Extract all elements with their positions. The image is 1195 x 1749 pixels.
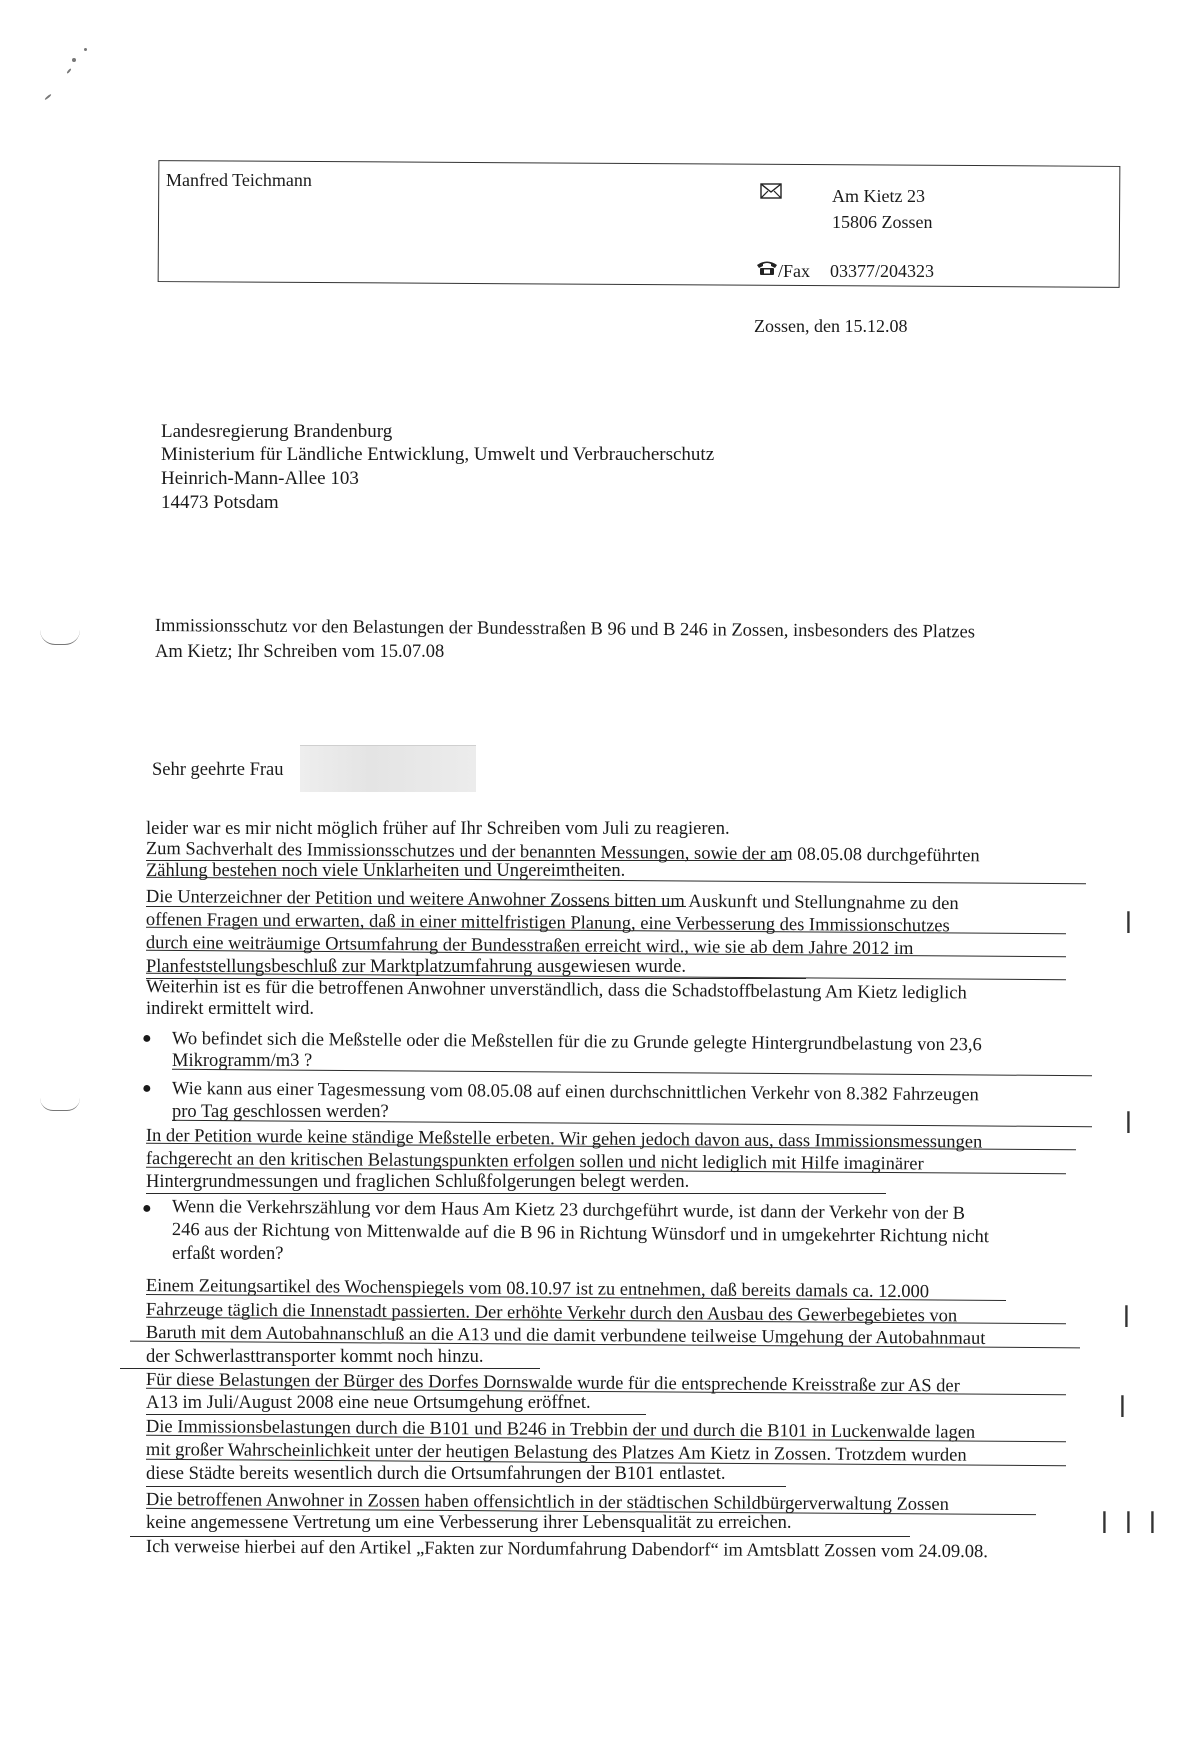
recipient-line-1: Landesregierung Brandenburg bbox=[161, 421, 393, 442]
subject-line-1: Immissionsschutz vor den Belastungen der Bundesstraßen B 96 und B 246 in Zossen, insbesonders des Platzes bbox=[154, 615, 976, 643]
punch-hole-mark bbox=[40, 630, 80, 645]
envelope-icon bbox=[760, 183, 782, 199]
body-line: fachgerecht an den kritischen Belastungspunkten erfolgen sollen und nicht lediglich mit Hilfe imaginärer bbox=[145, 1149, 924, 1175]
underline-stroke bbox=[146, 978, 806, 979]
body-line: erfaßt worden? bbox=[172, 1244, 284, 1264]
sender-city: 15806 Zossen bbox=[832, 212, 933, 232]
body-line: Zum Sachverhalt des Immissionsschutzes und der benannten Messungen, sowie der am 08.05.08 durchgeführten bbox=[145, 838, 980, 867]
body-line: Wo befindet sich die Meßstelle oder die Meßstellen für die zu Grunde gelegte Hintergrundbelastung von 23,6 bbox=[171, 1029, 982, 1056]
body-line: Die betroffenen Anwohner in Zossen haben offensichtlich in der städtischen Schildbürgerverwaltung Zossen bbox=[145, 1490, 949, 1515]
margin-tick-mark: ǀ bbox=[1100, 1506, 1109, 1541]
fax-label: /Fax bbox=[778, 261, 811, 281]
body-line: Hintergrundmessungen und fraglichen Schlußfolgerungen belegt werden. bbox=[146, 1172, 690, 1192]
sender-street: Am Kietz 23 bbox=[832, 186, 925, 206]
letter-date: Zossen, den 15.12.08 bbox=[754, 316, 908, 336]
margin-tick-mark: ǀ bbox=[1122, 1300, 1131, 1335]
sender-phone: 03377/204323 bbox=[830, 261, 935, 281]
body-line: indirekt ermittelt wird. bbox=[146, 999, 314, 1019]
underline-stroke bbox=[146, 1414, 646, 1415]
subject-line-2: Am Kietz; Ihr Schreiben vom 15.07.08 bbox=[155, 642, 445, 662]
body-line: pro Tag geschlossen werden? bbox=[172, 1102, 389, 1122]
bullet-icon: ● bbox=[142, 1080, 152, 1097]
body-line: Baruth mit dem Autobahnanschluß an die A13 und die damit verbundene teilweise Umgehung der Autobahnmaut bbox=[145, 1323, 986, 1349]
margin-tick-mark: ǀ bbox=[1124, 906, 1133, 941]
underline-stroke bbox=[146, 1193, 886, 1194]
body-line: A13 im Juli/August 2008 eine neue Ortsumgehung eröffnet. bbox=[146, 1393, 591, 1413]
body-line: mit großer Wahrscheinlichkeit unter der heutigen Belastung des Platzes Am Kietz in Zossen. Trotzdem wurden bbox=[145, 1440, 967, 1466]
body-line: offenen Fragen und erwarten, daß in einer mittelfristigen Planung, eine Verbesserung des Immissionschutzes bbox=[145, 909, 950, 937]
underline-stroke bbox=[120, 1368, 540, 1369]
underline-stroke bbox=[172, 1069, 1092, 1076]
underline-stroke bbox=[130, 1536, 910, 1537]
body-line: Weiterhin ist es für die betroffenen Anwohner unverständlich, dass die Schadstoffbelastung Am Kietz lediglich bbox=[145, 976, 967, 1004]
body-line: Einem Zeitungsartikel des Wochenspiegels vom 08.10.97 ist zu entnehmen, daß bereits damals ca. 12.000 bbox=[145, 1276, 930, 1303]
recipient-line-3: Heinrich-Mann-Allee 103 bbox=[161, 468, 359, 489]
scan-speck bbox=[44, 94, 51, 101]
recipient-line-4: 14473 Potsdam bbox=[161, 492, 279, 513]
bullet-icon: ● bbox=[142, 1200, 152, 1217]
body-line: diese Städte bereits wesentlich durch die Ortsumfahrungen der B101 entlastet. bbox=[146, 1464, 726, 1484]
underline-stroke bbox=[146, 1486, 786, 1487]
margin-tick-mark: ǀ bbox=[1124, 1506, 1133, 1541]
margin-tick-mark: ǀ bbox=[1124, 1106, 1133, 1141]
body-line: durch eine weiträumige Ortsumfahrung der Bundesstraßen erreicht wird., wie sie ab dem Jahre 2012 im bbox=[145, 932, 914, 960]
body-line: der Schwerlasttransporter kommt noch hinzu. bbox=[146, 1347, 484, 1367]
redacted-name bbox=[300, 745, 476, 792]
telephone-icon bbox=[756, 259, 778, 276]
body-line: Wenn die Verkehrszählung vor dem Haus Am Kietz 23 durchgeführt wurde, ist dann der Verkehr von der B bbox=[171, 1197, 966, 1224]
salutation: Sehr geehrte Frau bbox=[152, 760, 284, 780]
scan-speck bbox=[66, 68, 71, 74]
body-line: 246 aus der Richtung von Mittenwalde auf die B 96 in Richtung Wünsdorf und in umgekehrter Richtung nicht bbox=[171, 1220, 990, 1248]
margin-tick-mark: ǀ bbox=[1118, 1390, 1127, 1425]
body-line: In der Petition wurde keine ständige Meßstelle erbeten. Wir gehen jedoch davon aus, dass Immissionsmessungen bbox=[145, 1126, 983, 1153]
underline-stroke bbox=[146, 906, 686, 907]
margin-tick-mark: ǀ bbox=[1148, 1506, 1157, 1541]
body-line: Planfeststellungsbeschluß zur Marktplatzumfahrung ausgewiesen wurde. bbox=[146, 957, 686, 977]
body-line: Die Immissionsbelastungen durch die B101 und B246 in Trebbin der und durch die B101 in Luckenwalde lagen bbox=[145, 1417, 976, 1443]
body-line: Ich verweise hierbei auf den Artikel „Fakten zur Nordumfahrung Dabendorf“ im Amtsblatt Zossen vom 24.09.08. bbox=[145, 1537, 989, 1563]
underline-stroke bbox=[146, 860, 786, 861]
punch-hole-mark bbox=[40, 1098, 80, 1111]
scan-speck bbox=[72, 58, 76, 62]
body-line: keine angemessene Vertretung um eine Verbesserung ihrer Lebensqualität zu erreichen. bbox=[146, 1513, 792, 1533]
body-line: Wie kann aus einer Tagesmessung vom 08.05.08 auf einen durchschnittlichen Verkehr von 8.382 Fahrzeugen bbox=[171, 1079, 979, 1106]
recipient-line-2: Ministerium für Ländliche Entwicklung, Umwelt und Verbraucherschutz bbox=[161, 444, 715, 465]
body-line: Die Unterzeichner der Petition und weitere Anwohner Zossens bitten um Auskunft und Stellungnahme zu den bbox=[145, 886, 959, 915]
body-line: Zählung bestehen noch viele Unklarheiten und Ungereimtheiten. bbox=[146, 861, 626, 881]
scan-speck bbox=[84, 48, 87, 51]
sender-name: Manfred Teichmann bbox=[166, 170, 312, 190]
body-line: leider war es mir nicht möglich früher auf Ihr Schreiben vom Juli zu reagieren. bbox=[146, 819, 730, 839]
bullet-icon: ● bbox=[142, 1030, 152, 1047]
body-line: Fahrzeuge täglich die Innenstadt passierten. Der erhöhte Verkehr durch den Ausbau des Gewerbegebietes von bbox=[145, 1300, 958, 1327]
body-line: Für diese Belastungen der Bürger des Dorfes Dornswalde wurde für die entsprechende Kreisstraße zur AS der bbox=[145, 1370, 960, 1397]
body-line: Mikrogramm/m3 ? bbox=[172, 1051, 313, 1071]
